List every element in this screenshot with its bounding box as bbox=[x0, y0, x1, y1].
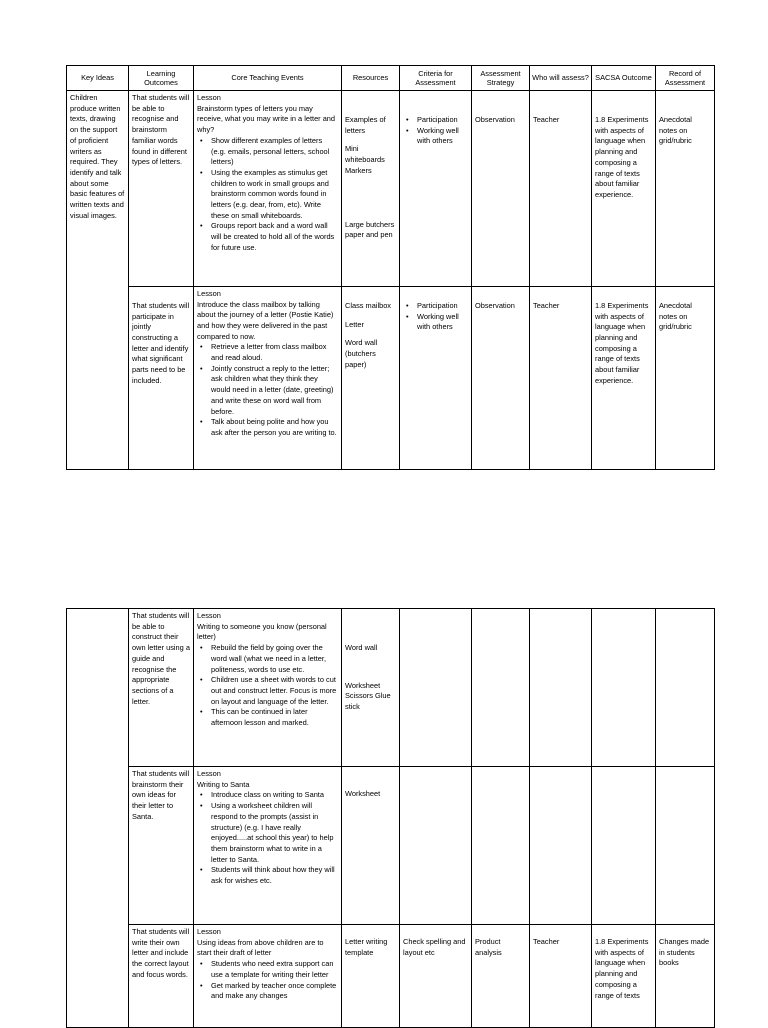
header-criteria: Criteria for Assessment bbox=[400, 66, 472, 91]
who-will-assess bbox=[530, 767, 592, 925]
assessment-strategy bbox=[472, 286, 530, 469]
resource-item: Examples of letters bbox=[345, 115, 386, 135]
list-item: • Groups report back and a word wall will be created to hold all of the words for future use. bbox=[211, 221, 338, 253]
lesson-heading: Lesson bbox=[197, 611, 221, 620]
resources bbox=[342, 925, 400, 1028]
lesson-steps bbox=[197, 136, 338, 254]
lesson-intro: Brainstorm types of letters you may receive, what you may write in a letter and why? bbox=[197, 103, 336, 135]
record-text: Anecdotal notes on grid/rubric bbox=[659, 300, 692, 332]
list-item: • Retrieve a letter from class mailbox and read aloud. bbox=[211, 342, 338, 363]
header-core-teaching-events: Core Teaching Events bbox=[194, 66, 342, 91]
resources bbox=[342, 91, 400, 287]
list-item: • Children use a sheet with words to cut out and construct letter. Focus is more on layout and language of the letter. bbox=[211, 675, 338, 707]
list-item: • Show different examples of letters (e.g. emails, personal letters, school letters) bbox=[211, 136, 338, 168]
list-item: • Students will think about how they will ask for wishes etc. bbox=[211, 865, 338, 886]
record-text: Changes made in students books bbox=[659, 937, 710, 968]
teaching-events bbox=[194, 767, 342, 925]
resource-item: Worksheet Scissors Glue stick bbox=[345, 680, 391, 712]
list-item: • Rebuild the field by going over the word wall (what we need in a letter, politeness, words to use etc. bbox=[211, 643, 338, 675]
learning-outcome: That students will write their own letter and include the correct layout and focus words. bbox=[129, 925, 194, 1028]
resources bbox=[342, 286, 400, 469]
lesson-intro: Writing to someone you know (personal letter) bbox=[197, 621, 327, 642]
learning-outcome: That students will be able to construct their own letter using a guide and recognise the appropriate sections of a letter. bbox=[129, 609, 194, 767]
sacsa-outcome bbox=[592, 286, 656, 469]
criteria bbox=[400, 286, 472, 469]
teaching-events bbox=[194, 925, 342, 1028]
who-will-assess bbox=[530, 925, 592, 1028]
resources bbox=[342, 609, 400, 767]
header-row bbox=[67, 66, 715, 91]
lesson-steps bbox=[197, 790, 338, 886]
list-item: • Participation bbox=[417, 301, 468, 312]
list-item: • Talk about being polite and how you ask after the person you are writing to. bbox=[211, 417, 338, 438]
who-will-assess bbox=[530, 609, 592, 767]
record-text: Anecdotal notes on grid/rubric bbox=[659, 115, 692, 146]
strategy-text: Observation bbox=[475, 300, 515, 310]
list-item: • Get marked by teacher once complete and make any changes bbox=[211, 981, 338, 1002]
key-ideas-cell: Children produce written texts, drawing on the support of proficient writers as required. They identify and talk about some basic features of written texts and visual images. bbox=[67, 91, 129, 470]
record-of-assessment bbox=[656, 767, 715, 925]
table-row bbox=[67, 767, 715, 925]
resource-item: Word wall bbox=[345, 643, 378, 652]
teaching-events bbox=[194, 609, 342, 767]
lesson-heading: Lesson bbox=[197, 927, 221, 937]
resource-item: Word wall (butchers paper) bbox=[345, 338, 378, 369]
list-item: • Using the examples as stimulus get children to work in small groups and brainstorm common words found in letters (e.g. dear, from, etc). Write these on small whiteboards. bbox=[211, 168, 338, 222]
who-will-assess bbox=[530, 286, 592, 469]
header-learning-outcomes: Learning Outcomes bbox=[129, 66, 194, 91]
sacsa-outcome bbox=[592, 91, 656, 287]
lesson-intro: Using ideas from above children are to start their draft of letter bbox=[197, 937, 324, 958]
header-sacsa-outcome: SACSA Outcome bbox=[592, 66, 656, 91]
list-item: • Working well with others bbox=[417, 312, 468, 333]
lesson-plan-table-2 bbox=[66, 608, 715, 1028]
lesson-steps bbox=[197, 959, 338, 1002]
header-key-ideas: Key Ideas bbox=[67, 66, 129, 91]
assessment-strategy bbox=[472, 609, 530, 767]
lesson-heading: Lesson bbox=[197, 769, 221, 779]
assessment-strategy bbox=[472, 925, 530, 1028]
resource-item: Class mailbox bbox=[345, 300, 392, 310]
assessor-text: Teacher bbox=[533, 300, 560, 310]
lesson-plan-table-1 bbox=[66, 65, 715, 470]
sacsa-text: 1.8 Experiments with aspects of language when planning and composing a range of texts bbox=[595, 937, 649, 1000]
teaching-events bbox=[194, 286, 342, 469]
sacsa-text: 1.8 Experiments with aspects of language when planning and composing a range of texts about familiar experience. bbox=[595, 115, 649, 199]
sacsa-outcome bbox=[592, 925, 656, 1028]
teaching-events bbox=[194, 91, 342, 287]
record-of-assessment bbox=[656, 91, 715, 287]
list-item: • Jointly construct a reply to the letter; ask children what they think they would need in a letter (date, greeting) and write these on word wall from before. bbox=[211, 364, 338, 418]
criteria bbox=[400, 925, 472, 1028]
lesson-heading: Lesson bbox=[197, 288, 221, 298]
lesson-steps bbox=[197, 342, 338, 438]
header-record-of-assessment: Record of Assessment bbox=[656, 66, 715, 91]
list-item: • Using a worksheet children will respond to the prompts (assist in structure) (e.g. I have really enjoyed.....at school this year) to help them brainstorm what to write in a letter to Santa. bbox=[211, 801, 338, 865]
lesson-intro: Writing to Santa bbox=[197, 779, 250, 789]
list-item: • Working well with others bbox=[417, 126, 468, 147]
sacsa-text: 1.8 Experiments with aspects of language when planning and composing a range of texts about familiar experience. bbox=[595, 300, 649, 385]
criteria-text: Check spelling and layout etc bbox=[403, 937, 466, 957]
criteria bbox=[400, 609, 472, 767]
table-row bbox=[67, 609, 715, 767]
learning-outcome bbox=[129, 286, 194, 469]
outcome-text: That students will participate in jointly constructing a letter and identify what significant parts need to be included. bbox=[132, 300, 190, 385]
resource-item: Worksheet bbox=[345, 789, 381, 799]
resource-item: Letter bbox=[345, 319, 364, 329]
table-row bbox=[67, 286, 715, 469]
assessor-text: Teacher bbox=[533, 115, 560, 124]
lesson-heading: Lesson bbox=[197, 93, 221, 102]
assessment-strategy bbox=[472, 767, 530, 925]
lesson-intro: Introduce the class mailbox by talking about the journey of a letter (Postie Katie) and how they were delivered in the past compared to now. bbox=[197, 299, 334, 341]
who-will-assess bbox=[530, 91, 592, 287]
table-row bbox=[67, 91, 715, 287]
resource-item: Mini whiteboards Markers bbox=[345, 144, 385, 175]
strategy-text: Product analysis bbox=[475, 937, 502, 957]
list-item: • Introduce class on writing to Santa bbox=[211, 790, 338, 801]
record-of-assessment bbox=[656, 925, 715, 1028]
assessment-strategy bbox=[472, 91, 530, 287]
list-item: • Participation bbox=[417, 115, 468, 126]
header-resources: Resources bbox=[342, 66, 400, 91]
list-item: • Students who need extra support can use a template for writing their letter bbox=[211, 959, 338, 980]
sacsa-outcome bbox=[592, 609, 656, 767]
lesson-steps bbox=[197, 643, 338, 729]
assessor-text: Teacher bbox=[533, 937, 560, 947]
sacsa-outcome bbox=[592, 767, 656, 925]
list-item: • This can be continued in later afternoon lesson and marked. bbox=[211, 707, 338, 728]
key-ideas-cell bbox=[67, 609, 129, 1028]
strategy-text: Observation bbox=[475, 115, 515, 124]
learning-outcome: That students will brainstorm their own ideas for their letter to Santa. bbox=[129, 767, 194, 925]
resource-item: Letter writing template bbox=[345, 937, 388, 957]
criteria bbox=[400, 91, 472, 287]
record-of-assessment bbox=[656, 609, 715, 767]
learning-outcome: That students will be able to recognise and brainstorm familiar words found in different types of letters. bbox=[129, 91, 194, 287]
header-assessment-strategy: Assessment Strategy bbox=[472, 66, 530, 91]
record-of-assessment bbox=[656, 286, 715, 469]
resources bbox=[342, 767, 400, 925]
resource-item: Large butchers paper and pen bbox=[345, 219, 395, 240]
table-row bbox=[67, 925, 715, 1028]
header-who-will-assess: Who will assess? bbox=[530, 66, 592, 91]
criteria bbox=[400, 767, 472, 925]
